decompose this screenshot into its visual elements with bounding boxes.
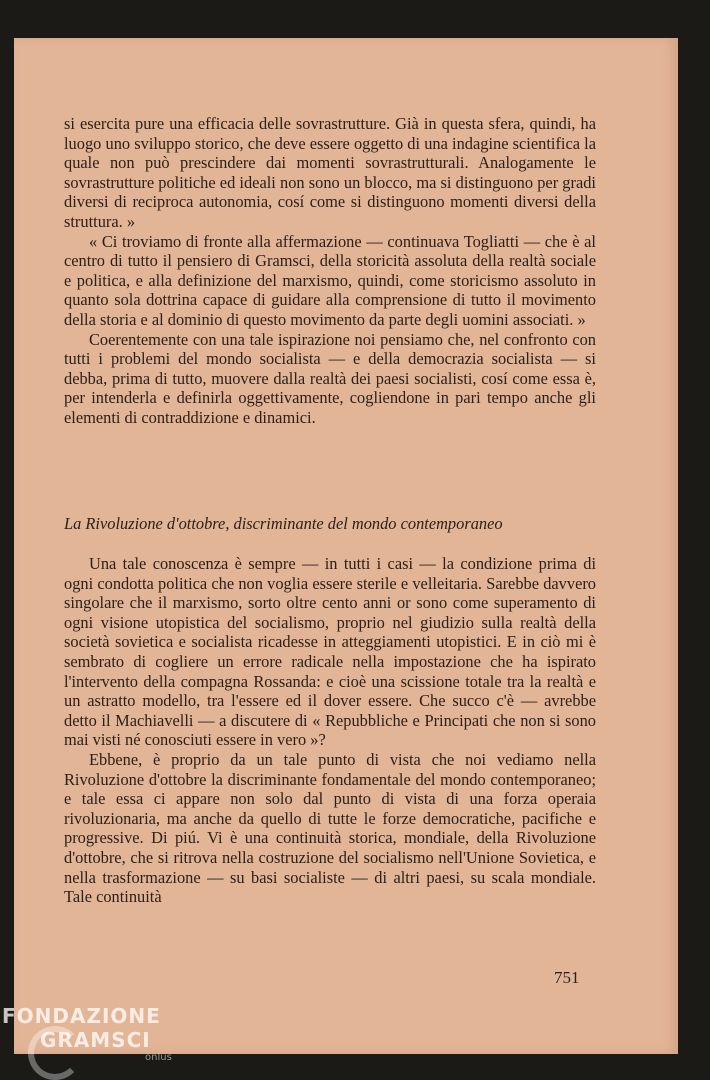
- paragraph: si esercita pure una efficacia delle sovrastrutture. Già in questa sfera, quindi, ha luogo uno sviluppo storico, che deve essere oggetto di una indagine scientifica la quale non può prescindere dai momenti sovrastrutturali. Analogamente le sovrastrutture politiche ed ideali non sono un blocco, ma si distinguono per gradi diversi di reciproca autonomia, cosí come si distinguono momenti diversi della struttura. »: [64, 114, 596, 231]
- section-heading: La Rivoluzione d'ottobre, discriminante del mondo contemporaneo: [64, 514, 503, 533]
- watermark-line2: GRAMSCI: [40, 1028, 151, 1052]
- body-text-bottom: [64, 554, 596, 907]
- body-text-top: [64, 114, 596, 428]
- watermark-line1: FONDAZIONE: [2, 1004, 161, 1028]
- watermark-line3: onlus: [145, 1052, 172, 1063]
- paragraph: « Ci troviamo di fronte alla affermazione — continuava Togliatti — che è al centro di tutto il pensiero di Gramsci, della storicità assoluta della realtà sociale e politica, e alla definizione del marxismo, quindi, come storicismo assoluto in quanto sola dottrina capace di guidare alla comprensione di tutto il movimento della storia e al dominio di questo movimento da parte degli uomini associati. »: [64, 231, 596, 329]
- paragraph: Coerentemente con una tale ispirazione noi pensiamo che, nel confronto con tutti i problemi del mondo socialista — e della democrazia socialista — si debba, prima di tutto, muovere dalla realtà dei paesi socialisti, cosí come essa è, per intenderla e definirla oggettivamente, cogliendone in pari tempo anche gli elementi di contraddizione e dinamici.: [64, 329, 596, 427]
- paragraph: Una tale conoscenza è sempre — in tutti i casi — la condizione prima di ogni condotta politica che non voglia essere sterile e velleitaria. Sarebbe davvero singolare che il marxismo, sorto oltre cento anni or sono come superamento di ogni visione utopistica del socialismo, proprio nel giudizio sulla realtà della società sovietica e socialista ricadesse in atteggiamenti utopistici. E in ciò mi è sembrato di cogliere un errore radicale nella impostazione che ha ispirato l'intervento della compagna Rossanda: e cioè una scissione totale tra la realtà e un astratto modello, tra l'essere ed il dover essere. Che succo c'è — avrebbe detto il Machiavelli — a discutere di « Repubbliche e Principati che non si sono mai visti né conosciuti essere in vero »?: [64, 554, 596, 750]
- paragraph: Ebbene, è proprio da un tale punto di vista che noi vediamo nella Rivoluzione d'ottobre la discriminante fondamentale del mondo contemporaneo; e tale essa ci appare non solo dal punto di vista di una forza operaia rivoluzionaria, ma anche da quello di tutte le forze democratiche, pacifiche e progressive. Di piú. Vi è una continuità storica, mondiale, della Rivoluzione d'ottobre, che si ritrova nella costruzione del socialismo nell'Unione Sovietica, e nella trasformazione — su basi socialiste — di altri paesi, su scala mondiale. Tale continuità: [64, 749, 596, 907]
- page-number: 751: [554, 968, 580, 987]
- book-page: [14, 38, 678, 1054]
